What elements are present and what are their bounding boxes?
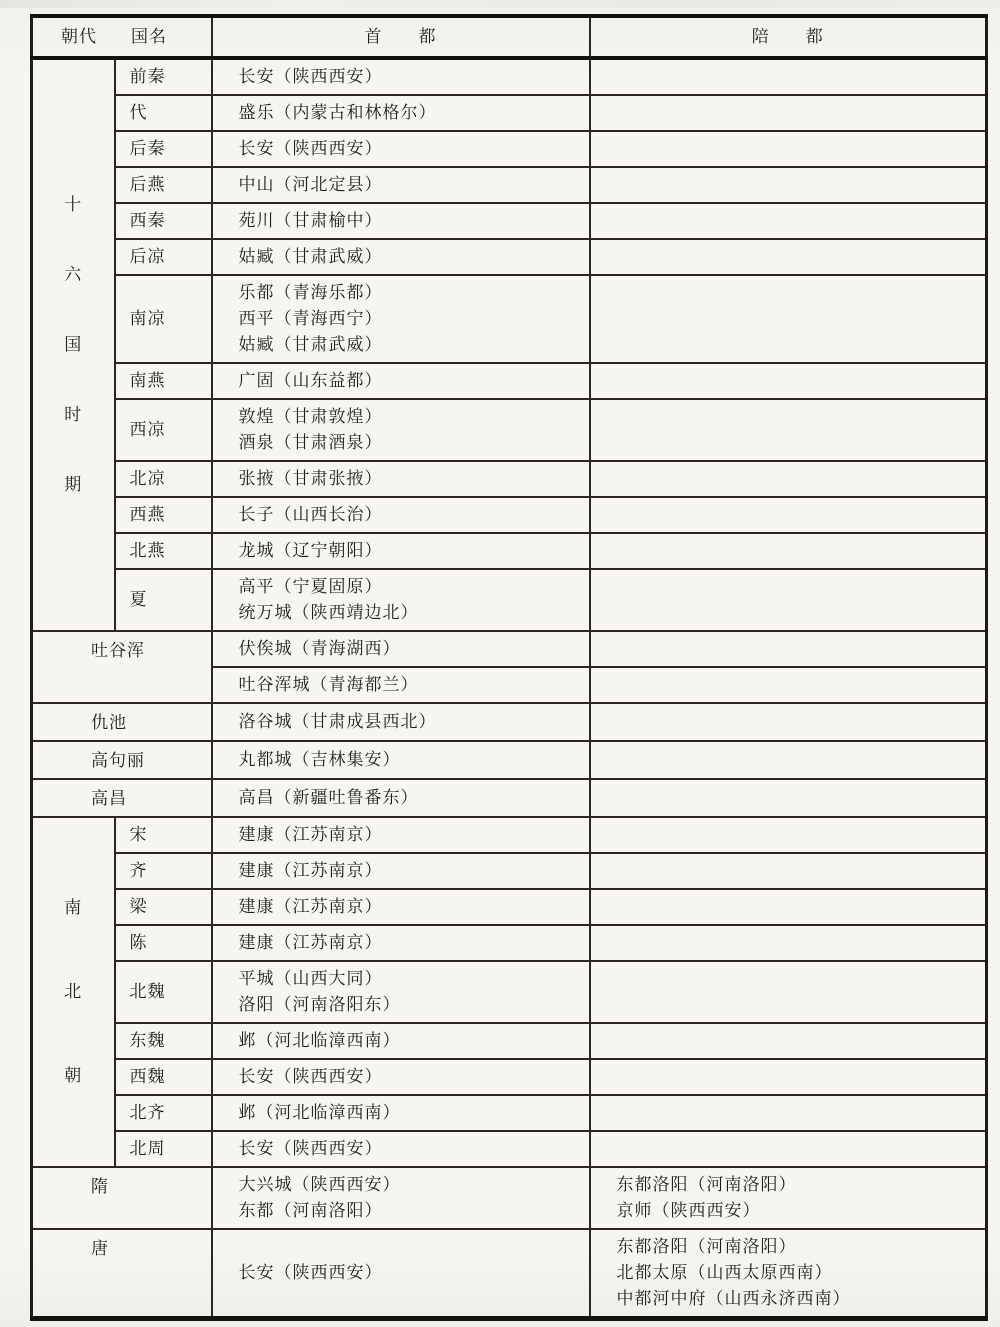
table-row xyxy=(32,1095,987,1131)
capital-entry: 大兴城（陕西西安） xyxy=(238,1175,401,1194)
capital-cell xyxy=(212,239,590,275)
secondary-capital-cell xyxy=(590,667,987,703)
country-cell: 后秦 xyxy=(115,131,212,167)
capital-cell xyxy=(212,961,590,1023)
secondary-capital-cell xyxy=(590,779,987,817)
table-row xyxy=(32,961,987,1023)
secondary-capital-cell xyxy=(590,363,987,399)
capital-entry: 长安（陕西西安） xyxy=(238,139,383,158)
country-cell: 齐 xyxy=(115,853,212,889)
capital-entry: 盛乐（内蒙古和林格尔） xyxy=(238,103,437,122)
capital-entry: 东都（河南洛阳） xyxy=(238,1201,383,1220)
capital-entry: 高昌（新疆吐鲁番东） xyxy=(238,788,419,807)
capital-cell xyxy=(212,203,590,239)
capital-cell xyxy=(212,461,590,497)
table-row xyxy=(32,817,987,853)
table-row xyxy=(32,1023,987,1059)
secondary-capital-cell xyxy=(590,703,987,741)
table-row xyxy=(32,167,987,203)
secondary-capital-cell xyxy=(590,167,987,203)
capital-entry: 建康（江苏南京） xyxy=(238,861,383,880)
secondary-capital-cell xyxy=(590,961,987,1023)
header-dynasty-label: 朝代 xyxy=(61,27,97,46)
capital-cell xyxy=(212,275,590,363)
capital-entry: 酒泉（甘肃酒泉） xyxy=(238,433,383,452)
table-row xyxy=(32,533,987,569)
secondary-capital-cell xyxy=(590,239,987,275)
table-row xyxy=(32,461,987,497)
capital-entry: 姑臧（甘肃武威） xyxy=(238,335,383,354)
capital-cell xyxy=(212,1229,590,1319)
capital-cell xyxy=(212,779,590,817)
capital-cell xyxy=(212,167,590,203)
country-cell: 陈 xyxy=(115,925,212,961)
secondary-capital-cell xyxy=(590,1059,987,1095)
country-cell: 西魏 xyxy=(115,1059,212,1095)
secondary-capital-cell xyxy=(590,1131,987,1167)
secondary-capital-cell xyxy=(590,853,987,889)
country-cell: 前秦 xyxy=(115,58,212,95)
capital-cell xyxy=(212,497,590,533)
secondary-capital-cell xyxy=(590,131,987,167)
country-cell: 南凉 xyxy=(115,275,212,363)
capital-cell xyxy=(212,363,590,399)
secondary-capital-cell xyxy=(590,533,987,569)
capital-entry: 苑川（甘肃榆中） xyxy=(238,211,383,230)
dynasty-capitals-table xyxy=(30,14,988,1321)
table-row xyxy=(32,853,987,889)
country-cell: 代 xyxy=(115,95,212,131)
capital-entry: 建康（江苏南京） xyxy=(238,897,383,916)
country-cell: 后凉 xyxy=(115,239,212,275)
table-row xyxy=(32,497,987,533)
header-dynasty-country-cell xyxy=(32,16,212,58)
secondary-capital-cell xyxy=(590,631,987,667)
country-cell: 南燕 xyxy=(115,363,212,399)
table-row xyxy=(32,1167,987,1229)
dynasty-cell xyxy=(32,817,115,1167)
country-cell: 后燕 xyxy=(115,167,212,203)
capital-entry: 丸都城（吉林集安） xyxy=(238,750,401,769)
dynasty-label: 仇池 xyxy=(91,713,127,732)
dynasty-label: 高句丽 xyxy=(91,751,145,770)
capital-cell xyxy=(212,853,590,889)
table-row xyxy=(32,925,987,961)
capital-entry: 高平（宁夏固原） xyxy=(238,577,383,596)
country-cell: 北燕 xyxy=(115,533,212,569)
country-cell: 北凉 xyxy=(115,461,212,497)
capital-entry: 长安（陕西西安） xyxy=(238,1263,383,1282)
dynasty-cell xyxy=(32,1167,212,1229)
table-row xyxy=(32,889,987,925)
capital-entry: 长安（陕西西安） xyxy=(238,1067,383,1086)
capital-entry: 邺（河北临漳西南） xyxy=(238,1103,401,1122)
header-secondary-capital-cell xyxy=(590,16,987,58)
table-body xyxy=(32,58,987,1319)
capital-entry: 建康（江苏南京） xyxy=(238,933,383,952)
capital-entry: 伏俟城（青海湖西） xyxy=(238,639,401,658)
dynasty-cell xyxy=(32,58,115,631)
secondary-capital-entry: 中都河中府（山西永济西南） xyxy=(616,1289,851,1308)
table-row xyxy=(32,203,987,239)
capital-entry: 邺（河北临漳西南） xyxy=(238,1031,401,1050)
dynasty-label: 唐 xyxy=(91,1239,109,1258)
capital-cell xyxy=(212,1059,590,1095)
secondary-capital-cell xyxy=(590,741,987,779)
table-row xyxy=(32,95,987,131)
table-row xyxy=(32,275,987,363)
capital-cell xyxy=(212,533,590,569)
country-cell: 北周 xyxy=(115,1131,212,1167)
secondary-capital-cell xyxy=(590,275,987,363)
dynasty-vertical-label: 南 北 朝 xyxy=(64,898,83,1085)
table-row xyxy=(32,1131,987,1167)
table-row xyxy=(32,631,987,667)
country-cell: 西凉 xyxy=(115,399,212,461)
country-cell: 夏 xyxy=(115,569,212,631)
country-cell: 北齐 xyxy=(115,1095,212,1131)
secondary-capital-cell xyxy=(590,1229,987,1319)
country-cell: 北魏 xyxy=(115,961,212,1023)
table-row xyxy=(32,569,987,631)
secondary-capital-cell xyxy=(590,569,987,631)
capital-entry: 洛阳（河南洛阳东） xyxy=(238,995,401,1014)
dynasty-label: 高昌 xyxy=(91,789,127,808)
secondary-capital-cell xyxy=(590,95,987,131)
capital-cell xyxy=(212,889,590,925)
capital-entry: 长子（山西长治） xyxy=(238,505,383,524)
capital-cell xyxy=(212,667,590,703)
capital-entry: 长安（陕西西安） xyxy=(238,67,383,86)
capital-entry: 中山（河北定县） xyxy=(238,175,383,194)
secondary-capital-cell xyxy=(590,203,987,239)
secondary-capital-entry: 京师（陕西西安） xyxy=(616,1201,761,1220)
dynasty-label: 吐谷浑 xyxy=(91,641,145,660)
capital-entry: 西平（青海西宁） xyxy=(238,309,383,328)
capital-entry: 吐谷浑城（青海都兰） xyxy=(238,675,419,694)
country-cell: 梁 xyxy=(115,889,212,925)
country-cell: 东魏 xyxy=(115,1023,212,1059)
secondary-capital-cell xyxy=(590,925,987,961)
capital-entry: 姑臧（甘肃武威） xyxy=(238,247,383,266)
capital-entry: 洛谷城（甘肃成县西北） xyxy=(238,712,437,731)
table-row xyxy=(32,741,987,779)
dynasty-cell xyxy=(32,1229,212,1319)
capital-cell xyxy=(212,631,590,667)
capital-cell xyxy=(212,131,590,167)
capital-entry: 敦煌（甘肃敦煌） xyxy=(238,407,383,426)
capital-cell xyxy=(212,1095,590,1131)
table-row xyxy=(32,58,987,95)
header-capital-cell xyxy=(212,16,590,58)
secondary-capital-cell xyxy=(590,1023,987,1059)
table-row xyxy=(32,399,987,461)
dynasty-cell xyxy=(32,631,212,703)
capital-cell xyxy=(212,925,590,961)
secondary-capital-cell xyxy=(590,1095,987,1131)
dynasty-vertical-label: 十 六 国 时 期 xyxy=(64,195,83,494)
capital-cell xyxy=(212,1131,590,1167)
table-row xyxy=(32,1059,987,1095)
country-cell: 宋 xyxy=(115,817,212,853)
capital-cell xyxy=(212,95,590,131)
capital-cell xyxy=(212,1023,590,1059)
table-row xyxy=(32,1229,987,1319)
capital-cell xyxy=(212,58,590,95)
capital-entry: 平城（山西大同） xyxy=(238,969,383,988)
capital-entry: 龙城（辽宁朝阳） xyxy=(238,541,383,560)
capital-entry: 长安（陕西西安） xyxy=(238,1139,383,1158)
header-capital-label: 首 都 xyxy=(364,27,437,46)
header-secondary-capital-label: 陪 都 xyxy=(751,27,824,46)
country-cell: 西燕 xyxy=(115,497,212,533)
secondary-capital-cell xyxy=(590,817,987,853)
secondary-capital-cell xyxy=(590,1167,987,1229)
capital-entry: 统万城（陕西靖边北） xyxy=(238,603,419,622)
capital-entry: 张掖（甘肃张掖） xyxy=(238,469,383,488)
capital-entry: 建康（江苏南京） xyxy=(238,825,383,844)
table-row xyxy=(32,363,987,399)
dynasty-cell xyxy=(32,703,212,741)
dynasty-label: 隋 xyxy=(91,1177,109,1196)
country-cell: 西秦 xyxy=(115,203,212,239)
capital-cell xyxy=(212,569,590,631)
capital-cell xyxy=(212,741,590,779)
capital-cell xyxy=(212,817,590,853)
secondary-capital-entry: 北都太原（山西太原西南） xyxy=(616,1263,833,1282)
table-row xyxy=(32,239,987,275)
table-row xyxy=(32,703,987,741)
dynasty-cell xyxy=(32,741,212,779)
table-row xyxy=(32,779,987,817)
secondary-capital-cell xyxy=(590,399,987,461)
secondary-capital-entry: 东都洛阳（河南洛阳） xyxy=(616,1175,797,1194)
capital-entry: 广固（山东益都） xyxy=(238,371,383,390)
table-row xyxy=(32,131,987,167)
capital-entry: 乐都（青海乐都） xyxy=(238,283,383,302)
secondary-capital-entry: 东都洛阳（河南洛阳） xyxy=(616,1237,797,1256)
secondary-capital-cell xyxy=(590,889,987,925)
capital-cell xyxy=(212,1167,590,1229)
capital-cell xyxy=(212,703,590,741)
dynasty-cell xyxy=(32,779,212,817)
secondary-capital-cell xyxy=(590,461,987,497)
header-country-label: 国名 xyxy=(131,27,167,46)
scan-artifact xyxy=(0,0,1000,8)
header-row xyxy=(32,16,987,58)
secondary-capital-cell xyxy=(590,497,987,533)
secondary-capital-cell xyxy=(590,58,987,95)
capital-cell xyxy=(212,399,590,461)
